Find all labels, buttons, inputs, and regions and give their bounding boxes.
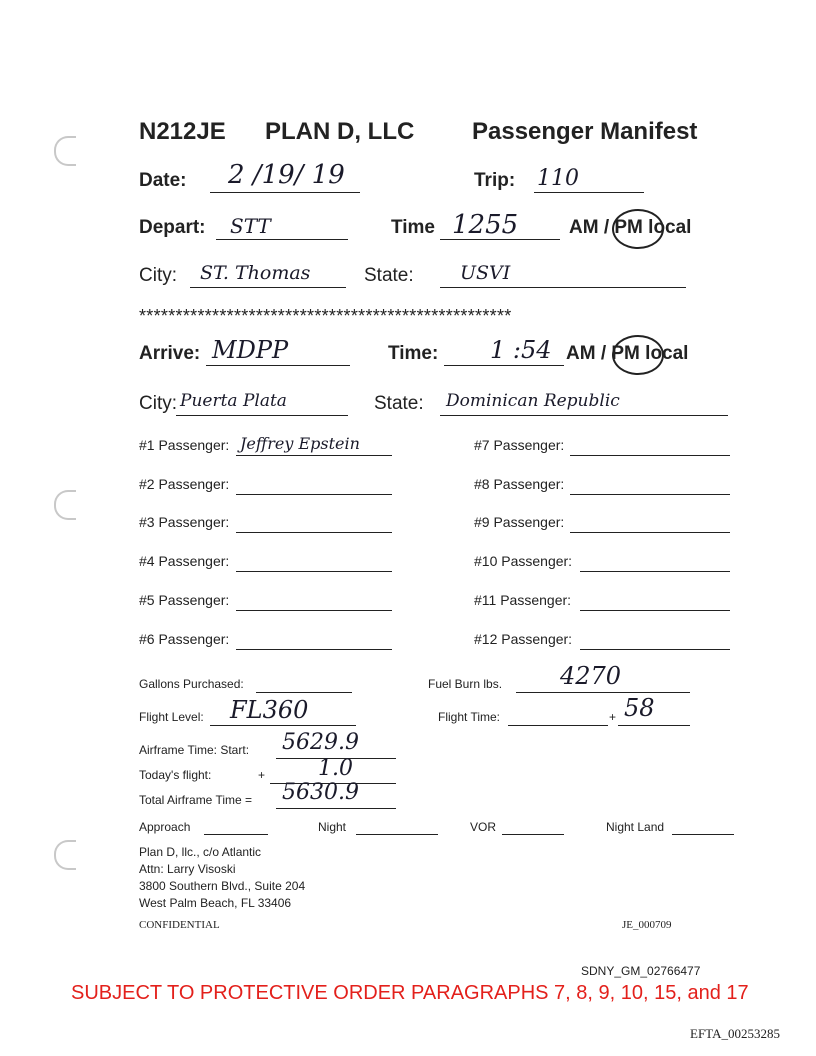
depart-ampm-label: AM / PM local	[569, 217, 692, 238]
approach-label: Approach	[139, 820, 191, 834]
passenger-1-value[interactable]: Jeffrey Epstein	[240, 434, 360, 453]
arrive-label: Arrive:	[139, 343, 201, 364]
depart-label: Depart:	[139, 217, 206, 238]
efta-id: EFTA_00253285	[690, 1026, 780, 1041]
confidential-label: CONFIDENTIAL	[139, 919, 220, 931]
vor-line[interactable]	[502, 834, 564, 835]
binder-hole-top	[54, 136, 76, 166]
arrive-ampm-label: AM / PM local	[566, 343, 689, 364]
flight-time-plus: +	[609, 710, 617, 724]
pm-circle-arrive	[612, 335, 664, 375]
depart-time-value[interactable]: 1255	[452, 210, 519, 240]
depart-state-value[interactable]: USVI	[460, 262, 511, 284]
total-airframe-line	[276, 808, 396, 809]
address-line-1: Plan D, llc., c/o Atlantic	[139, 845, 262, 859]
passenger-1-line	[236, 455, 392, 456]
approach-line[interactable]	[204, 834, 268, 835]
flight-time-label: Flight Time:	[438, 710, 501, 724]
trip-label: Trip:	[474, 170, 516, 191]
total-airframe-label: Total Airframe Time =	[139, 793, 253, 807]
address-line-2: Attn: Larry Visoski	[139, 862, 236, 876]
fuel-burn-label: Fuel Burn lbs.	[428, 677, 503, 691]
flight-time-value[interactable]: 58	[624, 694, 655, 722]
arrive-state-label: State:	[374, 393, 424, 414]
separator-stars: ***************************************************	[139, 306, 512, 326]
passenger-10-line[interactable]	[580, 571, 730, 572]
passenger-7-line[interactable]	[570, 455, 730, 456]
todays-flight-value[interactable]: 1.0	[318, 756, 353, 781]
date-label: Date:	[139, 170, 187, 191]
passenger-5-line[interactable]	[236, 610, 392, 611]
passenger-5-label: #5 Passenger:	[139, 592, 230, 608]
depart-value[interactable]: STT	[230, 214, 271, 238]
pm-circle-depart	[612, 209, 664, 249]
gallons-purchased-line[interactable]	[256, 692, 352, 693]
form-title: Passenger Manifest	[472, 118, 698, 145]
arrive-state-line	[440, 415, 728, 416]
flight-level-line	[210, 725, 356, 726]
arrive-city-label: City:	[139, 393, 177, 414]
gallons-purchased-label: Gallons Purchased:	[139, 677, 244, 691]
protective-order-notice: SUBJECT TO PROTECTIVE ORDER PARAGRAPHS 7, 8, 9, 10, 15, and 17	[71, 982, 749, 1004]
arrive-city-line	[176, 415, 348, 416]
todays-flight-plus: +	[258, 768, 266, 782]
passenger-3-line[interactable]	[236, 532, 392, 533]
arrive-line	[206, 365, 350, 366]
passenger-11-line[interactable]	[580, 610, 730, 611]
passenger-1-label: #1 Passenger:	[139, 437, 230, 453]
passenger-2-line[interactable]	[236, 494, 392, 495]
binder-hole-middle	[54, 490, 76, 520]
passenger-11-label: #11 Passenger:	[474, 592, 572, 608]
airframe-start-label: Airframe Time: Start:	[139, 743, 250, 757]
address-line-3: 3800 Southern Blvd., Suite 204	[139, 879, 306, 893]
passenger-12-label: #12 Passenger:	[474, 631, 573, 647]
depart-city-line	[190, 287, 346, 288]
night-land-line[interactable]	[672, 834, 734, 835]
passenger-10-label: #10 Passenger:	[474, 553, 573, 569]
passenger-4-label: #4 Passenger:	[139, 553, 230, 569]
arrive-city-value[interactable]: Puerta Plata	[180, 391, 287, 411]
depart-state-label: State:	[364, 265, 414, 286]
passenger-12-line[interactable]	[580, 649, 730, 650]
depart-city-label: City:	[139, 265, 177, 286]
flight-level-label: Flight Level:	[139, 710, 204, 724]
arrive-time-line	[444, 365, 564, 366]
doc-bates-id: JE_000709	[622, 919, 672, 931]
fuel-burn-value[interactable]: 4270	[560, 662, 622, 690]
passenger-8-line[interactable]	[570, 494, 730, 495]
date-value[interactable]: 2 /19/ 19	[228, 160, 345, 190]
todays-flight-label: Today's flight:	[139, 768, 212, 782]
passenger-9-line[interactable]	[570, 532, 730, 533]
depart-time-label: Time	[391, 217, 436, 238]
passenger-4-line[interactable]	[236, 571, 392, 572]
passenger-3-label: #3 Passenger:	[139, 514, 230, 530]
tail-number: N212JE	[139, 118, 226, 145]
flight-level-value[interactable]: FL360	[230, 696, 309, 724]
sdny-bates-id: SDNY_GM_02766477	[581, 964, 701, 978]
depart-line	[216, 239, 348, 240]
depart-city-value[interactable]: ST. Thomas	[200, 262, 311, 284]
company-name: PLAN D, LLC	[265, 118, 415, 145]
address-line-4: West Palm Beach, FL 33406	[139, 896, 292, 910]
date-line	[210, 192, 360, 193]
night-label: Night	[318, 820, 347, 834]
night-line[interactable]	[356, 834, 438, 835]
night-land-label: Night Land	[606, 820, 665, 834]
airframe-start-value[interactable]: 5629.9	[282, 730, 359, 755]
binder-hole-bottom	[54, 840, 76, 870]
passenger-2-label: #2 Passenger:	[139, 476, 230, 492]
flight-time-line-minutes	[618, 725, 690, 726]
passenger-6-label: #6 Passenger:	[139, 631, 230, 647]
arrive-state-value[interactable]: Dominican Republic	[446, 391, 620, 411]
passenger-7-label: #7 Passenger:	[474, 437, 565, 453]
trip-line	[534, 192, 644, 193]
vor-label: VOR	[470, 820, 497, 834]
arrive-value[interactable]: MDPP	[212, 336, 289, 364]
fuel-burn-line	[516, 692, 690, 693]
flight-time-line-hours[interactable]	[508, 725, 608, 726]
passenger-6-line[interactable]	[236, 649, 392, 650]
arrive-time-value[interactable]: 1 :54	[490, 336, 552, 364]
arrive-time-label: Time:	[388, 343, 439, 364]
depart-state-line	[440, 287, 686, 288]
passenger-8-label: #8 Passenger:	[474, 476, 565, 492]
trip-value[interactable]: 110	[537, 166, 579, 191]
total-airframe-value[interactable]: 5630.9	[282, 780, 359, 805]
passenger-9-label: #9 Passenger:	[474, 514, 565, 530]
